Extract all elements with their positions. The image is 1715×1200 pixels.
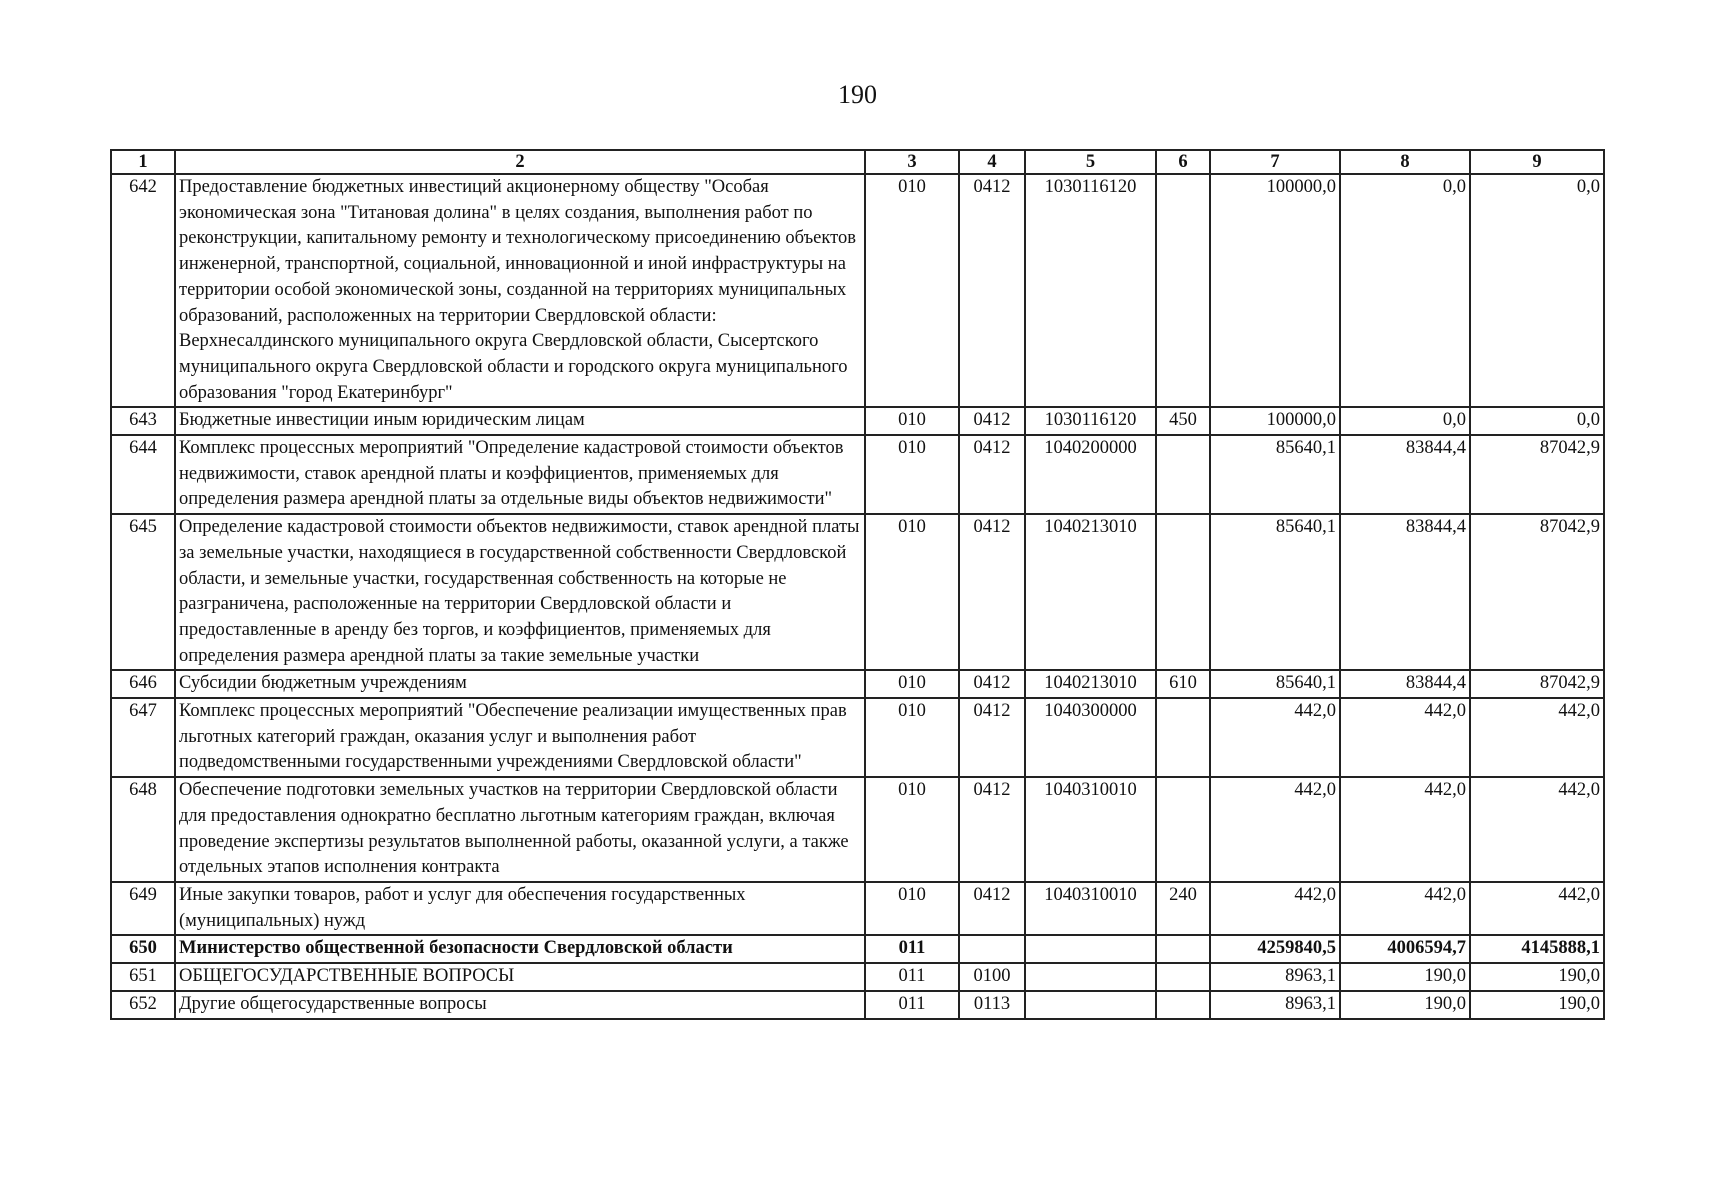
ministry-code: 010 — [865, 698, 959, 777]
row-number: 644 — [111, 435, 175, 514]
amount-year-1: 442,0 — [1210, 882, 1340, 935]
ministry-code: 011 — [865, 963, 959, 991]
column-header: 7 — [1210, 150, 1340, 174]
table-row — [111, 935, 1604, 963]
row-number: 643 — [111, 407, 175, 435]
amount-year-2: 442,0 — [1340, 698, 1470, 777]
amount-year-3: 190,0 — [1470, 991, 1604, 1019]
column-header: 4 — [959, 150, 1025, 174]
amount-year-2: 442,0 — [1340, 777, 1470, 882]
amount-year-3: 442,0 — [1470, 777, 1604, 882]
table-row — [111, 882, 1604, 935]
row-number: 652 — [111, 991, 175, 1019]
table-row — [111, 991, 1604, 1019]
row-description: Предоставление бюджетных инвестиций акционерному обществу "Особая экономическая зона "Титановая долина" в целях создания, выполнения работ по реконструкции, капитальному ремонту и технологическому присоединению объектов инженерной, транспортной, социальной, инновационной и иной инфраструктуры на территории особой экономической зоны, созданной на территориях муниципальных образований, расположенных на территории Свердловской области: Верхнесалдинского муниципального округа Свердловской области, Сысертского муниципального округа Свердловской области и городского округа муниципального образования "город Екатеринбург" — [175, 174, 865, 407]
section-code: 0412 — [959, 174, 1025, 407]
section-code: 0412 — [959, 407, 1025, 435]
table-row — [111, 514, 1604, 670]
amount-year-1: 100000,0 — [1210, 174, 1340, 407]
table-row — [111, 698, 1604, 777]
column-header: 8 — [1340, 150, 1470, 174]
ministry-code: 010 — [865, 670, 959, 698]
target-article-code: 1040213010 — [1025, 670, 1156, 698]
expense-type-code — [1156, 935, 1210, 963]
amount-year-3: 0,0 — [1470, 407, 1604, 435]
target-article-code — [1025, 991, 1156, 1019]
amount-year-3: 442,0 — [1470, 882, 1604, 935]
amount-year-3: 87042,9 — [1470, 670, 1604, 698]
amount-year-2: 83844,4 — [1340, 670, 1470, 698]
amount-year-3: 87042,9 — [1470, 435, 1604, 514]
amount-year-1: 100000,0 — [1210, 407, 1340, 435]
column-header: 5 — [1025, 150, 1156, 174]
section-code: 0100 — [959, 963, 1025, 991]
target-article-code: 1040300000 — [1025, 698, 1156, 777]
target-article-code — [1025, 963, 1156, 991]
amount-year-1: 85640,1 — [1210, 670, 1340, 698]
amount-year-2: 83844,4 — [1340, 514, 1470, 670]
section-code — [959, 935, 1025, 963]
expense-type-code — [1156, 963, 1210, 991]
ministry-code: 010 — [865, 514, 959, 670]
expense-type-code — [1156, 174, 1210, 407]
amount-year-2: 190,0 — [1340, 991, 1470, 1019]
section-code: 0412 — [959, 882, 1025, 935]
amount-year-2: 83844,4 — [1340, 435, 1470, 514]
table-row — [111, 435, 1604, 514]
target-article-code: 1040310010 — [1025, 882, 1156, 935]
target-article-code — [1025, 935, 1156, 963]
amount-year-2: 0,0 — [1340, 407, 1470, 435]
row-description: Комплекс процессных мероприятий "Определение кадастровой стоимости объектов недвижимости, ставок арендной платы и коэффициентов, применяемых для определения размера арендной платы за отдельные виды объектов недвижимости" — [175, 435, 865, 514]
amount-year-2: 190,0 — [1340, 963, 1470, 991]
ministry-code: 010 — [865, 435, 959, 514]
ministry-code: 011 — [865, 991, 959, 1019]
row-number: 651 — [111, 963, 175, 991]
amount-year-3: 4145888,1 — [1470, 935, 1604, 963]
row-number: 649 — [111, 882, 175, 935]
section-code: 0412 — [959, 435, 1025, 514]
ministry-code: 011 — [865, 935, 959, 963]
amount-year-1: 442,0 — [1210, 777, 1340, 882]
expense-type-code: 450 — [1156, 407, 1210, 435]
row-description: Комплекс процессных мероприятий "Обеспечение реализации имущественных прав льготных категорий граждан, оказания услуг и выполнения работ подведомственными государственными учреждениями Свердловской области" — [175, 698, 865, 777]
budget-table — [110, 149, 1605, 1020]
target-article-code: 1040310010 — [1025, 777, 1156, 882]
expense-type-code — [1156, 514, 1210, 670]
amount-year-1: 8963,1 — [1210, 963, 1340, 991]
row-number: 650 — [111, 935, 175, 963]
target-article-code: 1040213010 — [1025, 514, 1156, 670]
row-description: Иные закупки товаров, работ и услуг для обеспечения государственных (муниципальных) нужд — [175, 882, 865, 935]
expense-type-code: 610 — [1156, 670, 1210, 698]
amount-year-1: 8963,1 — [1210, 991, 1340, 1019]
expense-type-code — [1156, 991, 1210, 1019]
table-row — [111, 407, 1604, 435]
table-row — [111, 670, 1604, 698]
expense-type-code — [1156, 435, 1210, 514]
column-header: 2 — [175, 150, 865, 174]
row-number: 645 — [111, 514, 175, 670]
amount-year-2: 442,0 — [1340, 882, 1470, 935]
row-description: Субсидии бюджетным учреждениям — [175, 670, 865, 698]
amount-year-3: 87042,9 — [1470, 514, 1604, 670]
column-header: 6 — [1156, 150, 1210, 174]
ministry-code: 010 — [865, 882, 959, 935]
ministry-code: 010 — [865, 777, 959, 882]
expense-type-code — [1156, 698, 1210, 777]
column-header: 9 — [1470, 150, 1604, 174]
column-header: 3 — [865, 150, 959, 174]
row-description: Обеспечение подготовки земельных участков на территории Свердловской области для предоставления однократно бесплатно льготным категориям граждан, включая проведение экспертизы результатов выполненной работы, оказанной услуги, а также отдельных этапов исполнения контракта — [175, 777, 865, 882]
amount-year-2: 0,0 — [1340, 174, 1470, 407]
section-code: 0412 — [959, 514, 1025, 670]
amount-year-3: 0,0 — [1470, 174, 1604, 407]
column-header: 1 — [111, 150, 175, 174]
table-row — [111, 777, 1604, 882]
table-row — [111, 174, 1604, 407]
table-header-row — [111, 150, 1604, 174]
target-article-code: 1030116120 — [1025, 174, 1156, 407]
amount-year-1: 85640,1 — [1210, 514, 1340, 670]
table-row — [111, 963, 1604, 991]
section-code: 0113 — [959, 991, 1025, 1019]
amount-year-1: 4259840,5 — [1210, 935, 1340, 963]
row-number: 647 — [111, 698, 175, 777]
target-article-code: 1030116120 — [1025, 407, 1156, 435]
section-code: 0412 — [959, 777, 1025, 882]
expense-type-code — [1156, 777, 1210, 882]
amount-year-3: 442,0 — [1470, 698, 1604, 777]
amount-year-3: 190,0 — [1470, 963, 1604, 991]
row-description: ОБЩЕГОСУДАРСТВЕННЫЕ ВОПРОСЫ — [175, 963, 865, 991]
section-code: 0412 — [959, 698, 1025, 777]
section-code: 0412 — [959, 670, 1025, 698]
row-description: Бюджетные инвестиции иным юридическим лицам — [175, 407, 865, 435]
ministry-code: 010 — [865, 407, 959, 435]
page-number: 190 — [838, 80, 877, 109]
target-article-code: 1040200000 — [1025, 435, 1156, 514]
amount-year-1: 442,0 — [1210, 698, 1340, 777]
amount-year-2: 4006594,7 — [1340, 935, 1470, 963]
row-number: 646 — [111, 670, 175, 698]
row-description: Министерство общественной безопасности Свердловской области — [175, 935, 865, 963]
ministry-code: 010 — [865, 174, 959, 407]
expense-type-code: 240 — [1156, 882, 1210, 935]
row-description: Другие общегосударственные вопросы — [175, 991, 865, 1019]
row-number: 642 — [111, 174, 175, 407]
row-number: 648 — [111, 777, 175, 882]
amount-year-1: 85640,1 — [1210, 435, 1340, 514]
row-description: Определение кадастровой стоимости объектов недвижимости, ставок арендной платы за земельные участки, находящиеся в государственной собственности Свердловской области, и земельные участки, государственная собственность на которые не разграничена, расположенные на территории Свердловской области и предоставленные в аренду без торгов, и коэффициентов, применяемых для определения размера арендной платы за такие земельные участки — [175, 514, 865, 670]
